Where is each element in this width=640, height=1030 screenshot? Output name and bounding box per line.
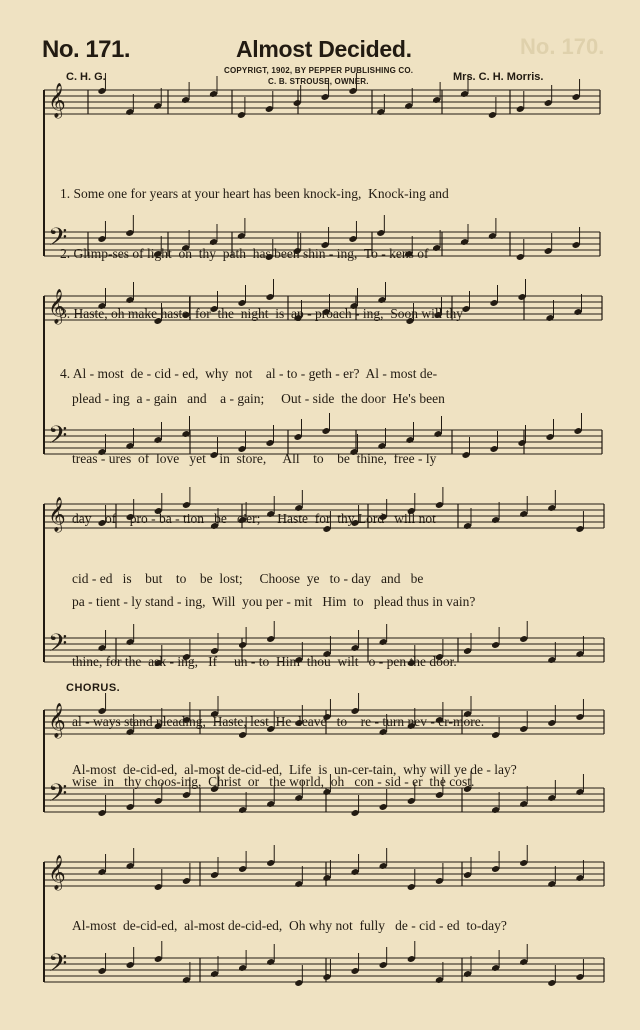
composer-credit: C. H. G.	[66, 71, 106, 83]
lyric-line: plead - ing a - gain and a - gain; Out - side the door He's been	[72, 391, 445, 406]
hymn-title: Almost Decided.	[236, 36, 412, 62]
lyricist-credit: Mrs. C. H. Morris.	[453, 71, 544, 83]
lyric-line: treas - ures of love yet in store, All to be thine, free - ly	[72, 451, 437, 466]
clef-icon: 𝄞	[48, 703, 66, 738]
lyric-line: pa - tient - ly stand - ing, Will you per - mit Him to plead thus in vain?	[72, 594, 476, 609]
lyric-line: day of pro - ba - tion be o'er; Haste for thy Lord will not	[72, 511, 436, 526]
lyric-line: 1. Some one for years at your heart has been knock-ing, Knock-ing and	[60, 186, 449, 201]
clef-icon: 𝄞	[48, 83, 66, 118]
clef-icon: 𝄢	[48, 779, 68, 814]
hymn-number: No. 171.	[42, 36, 131, 63]
clef-icon: 𝄢	[48, 223, 68, 258]
clef-icon: 𝄢	[48, 629, 68, 664]
lyric-line: thine, for the ask - ing, If un - to Him thou wilt o - pen the door.	[72, 654, 457, 669]
clef-icon: 𝄢	[48, 421, 68, 456]
chorus-lyric-line-1: Al-most de-cid-ed, al-most de-cid-ed, Life is un-cer-tain, why will ye de - lay?	[72, 762, 517, 777]
copyright-line-1: COPYRIGT, 1902, BY PEPPER PUBLISHING CO.	[224, 66, 414, 75]
chorus-lyric-line-2: Al-most de-cid-ed, al-most de-cid-ed, Oh why not fully de - cid - ed to-day?	[72, 918, 507, 933]
clef-icon: 𝄢	[48, 949, 68, 984]
lyric-line: 4. Al - most de - cid - ed, why not al - to - geth - er? Al - most de-	[60, 366, 438, 381]
lyric-line: al - ways stand pleading, Haste, lest He leave to re - turn nev - er-more.	[72, 714, 485, 729]
verse-lyrics-system-3	[72, 552, 484, 832]
show-through-text: No. 170.	[520, 34, 605, 59]
lyric-line: 2. Glimp-ses of light on thy path has been shin - ing, To - kens of	[60, 246, 429, 261]
clef-icon: 𝄞	[48, 289, 66, 324]
copyright-line-2: C. B. STROUSE, OWNER.	[268, 77, 369, 86]
chorus-label: CHORUS.	[66, 682, 121, 694]
lyric-line: cid - ed is but to be lost; Choose ye to - day and be	[72, 571, 424, 586]
lyric-line: wise in thy choos-ing, Christ or the world, oh con - sid - er the cost.	[72, 774, 475, 789]
lyric-line: 3. Haste, oh make haste, for the night is ap - proach - ing, Soon will thy	[60, 306, 464, 321]
clef-icon: 𝄞	[48, 497, 66, 532]
clef-icon: 𝄞	[48, 855, 66, 890]
